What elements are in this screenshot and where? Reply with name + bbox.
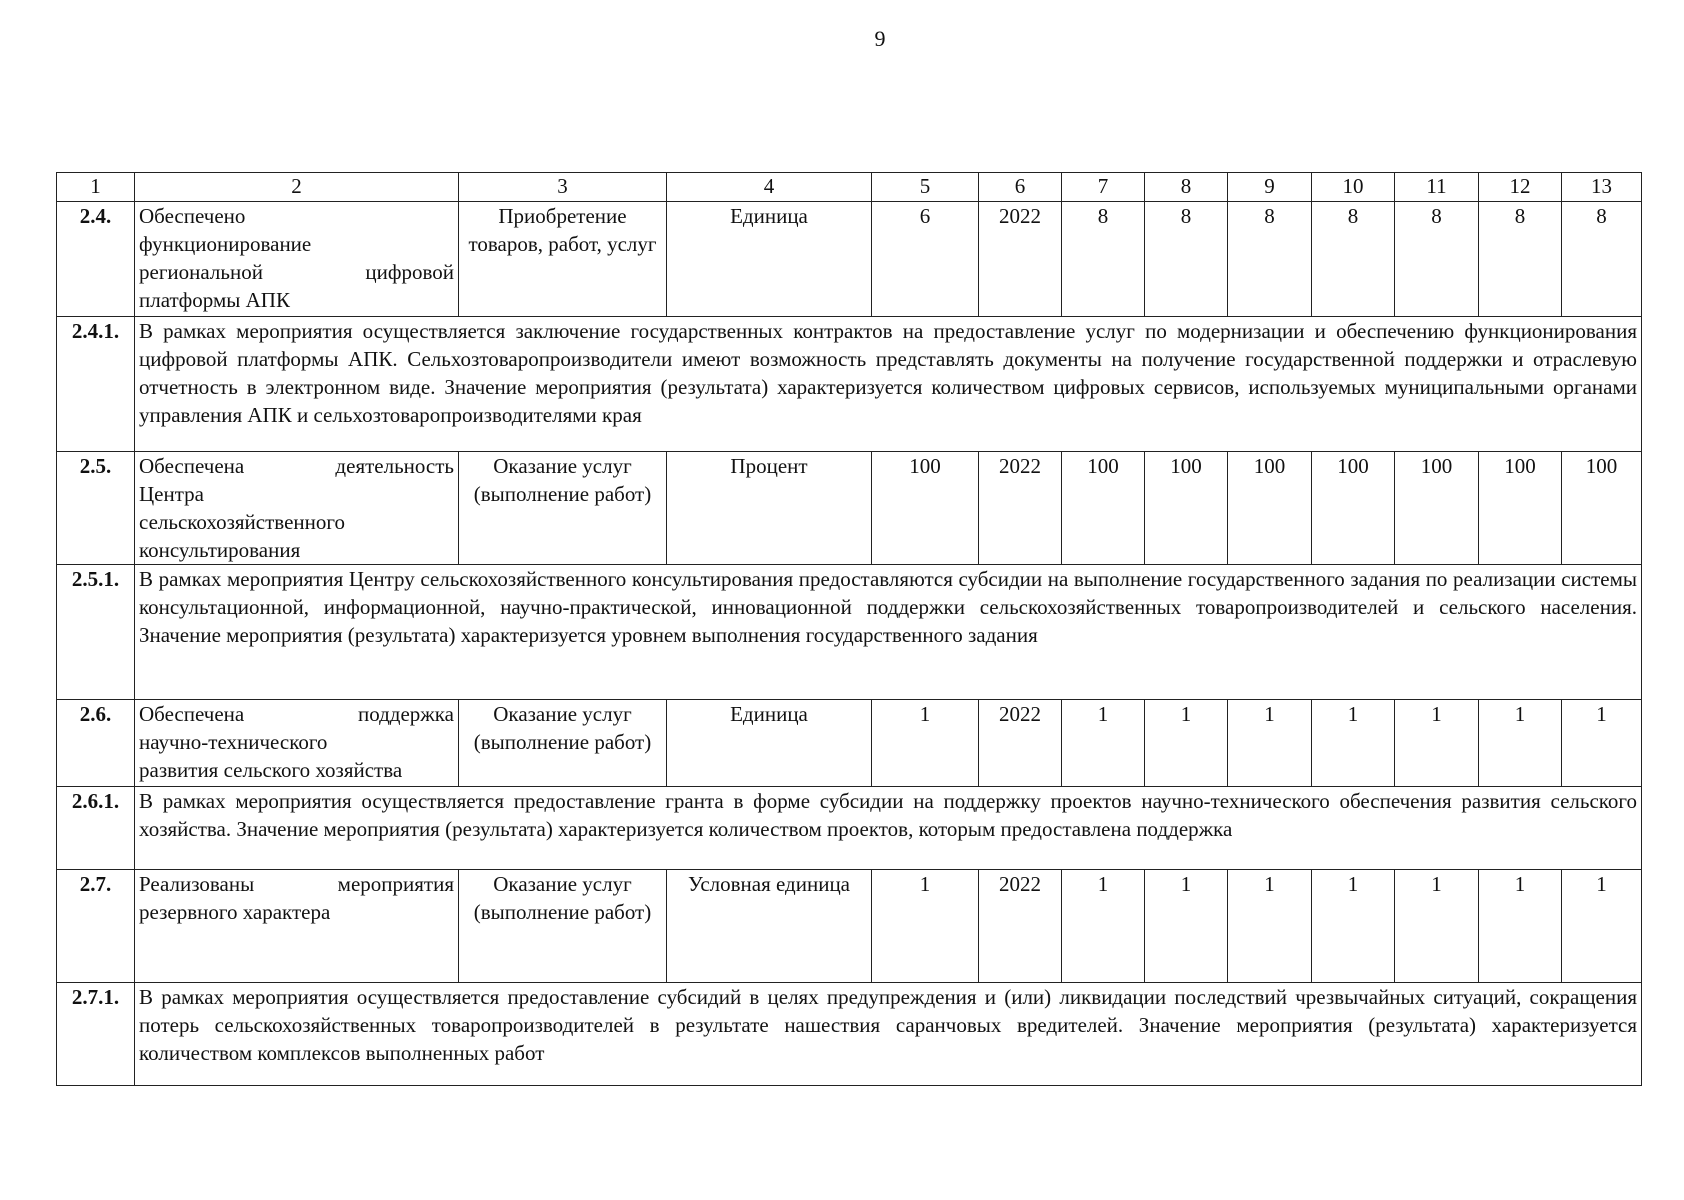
- year-value: 1: [1228, 700, 1312, 787]
- year-value: 100: [1479, 452, 1562, 565]
- result-description: В рамках мероприятия Центру сельскохозяйственного консультирования предоставляются субсидии на выполнение государственного задания по реализации системы консультационной, информационной, научно-практической, инновационной поддержки сельскохозяйственных товаропроизводителей и сельского населения. Значение мероприятия (результата) характеризуется уровнем выполнения государственного задания: [135, 565, 1642, 700]
- year-value: 8: [1145, 202, 1228, 317]
- row-number: 2.5.: [57, 452, 135, 565]
- unit-of-measure: Единица: [667, 700, 872, 787]
- unit-of-measure: Условная единица: [667, 870, 872, 983]
- result-name: [135, 452, 459, 565]
- row-number: 2.4.1.: [57, 317, 135, 452]
- result-name-line: платформы АПК: [139, 288, 290, 312]
- unit-of-measure: Процент: [667, 452, 872, 565]
- header-cell: 4: [667, 173, 872, 202]
- header-cell: 8: [1145, 173, 1228, 202]
- result-name-line: Обеспечено: [139, 204, 246, 228]
- table-row: [57, 870, 1642, 983]
- result-name-line: сельскохозяйственного: [139, 510, 345, 534]
- result-name-line: Обеспечена поддержка: [139, 702, 454, 726]
- table-row: [57, 317, 1642, 452]
- year-value: 8: [1562, 202, 1642, 317]
- base-year: 2022: [979, 700, 1062, 787]
- year-value: 1: [1479, 700, 1562, 787]
- header-cell: 9: [1228, 173, 1312, 202]
- header-cell: 6: [979, 173, 1062, 202]
- base-year: 2022: [979, 870, 1062, 983]
- result-type: Оказание услуг (выполнение работ): [459, 700, 667, 787]
- result-name-line: резервного характера: [139, 900, 331, 924]
- result-name-line: развития сельского хозяйства: [139, 758, 403, 782]
- header-cell: 11: [1395, 173, 1479, 202]
- table-header-row: [57, 173, 1642, 202]
- row-number: 2.4.: [57, 202, 135, 317]
- base-value: 1: [872, 700, 979, 787]
- result-description: В рамках мероприятия осуществляется заключение государственных контрактов на предоставление услуг по модернизации и обеспечению функционирования цифровой платформы АПК. Сельхозтоваропроизводители имеют возможность представлять документы на получение государственной поддержки и отраслевую отчетность в электронном виде. Значение мероприятия (результата) характеризуется количеством цифровых сервисов, используемых муниципальными органами управления АПК и сельхозтоваропроизводителями края: [135, 317, 1642, 452]
- year-value: 100: [1228, 452, 1312, 565]
- year-value: 1: [1228, 870, 1312, 983]
- base-value: 6: [872, 202, 979, 317]
- header-cell: 1: [57, 173, 135, 202]
- table-row: [57, 452, 1642, 565]
- result-name-line: Обеспечена деятельность: [139, 454, 454, 478]
- year-value: 1: [1562, 700, 1642, 787]
- base-value: 1: [872, 870, 979, 983]
- result-type: Приобретение товаров, работ, услуг: [459, 202, 667, 317]
- year-value: 100: [1562, 452, 1642, 565]
- year-value: 1: [1395, 870, 1479, 983]
- year-value: 1: [1062, 700, 1145, 787]
- result-description: В рамках мероприятия осуществляется предоставление субсидий в целях предупреждения и (или) ликвидации последствий чрезвычайных ситуаций, сокращения потерь сельскохозяйственных товаропроизводителей в результате нашествия саранчовых вредителей. Значение мероприятия (результата) характеризуется количеством комплексов выполненных работ: [135, 983, 1642, 1086]
- row-number: 2.5.1.: [57, 565, 135, 700]
- header-cell: 12: [1479, 173, 1562, 202]
- result-name: [135, 202, 459, 317]
- unit-of-measure: Единица: [667, 202, 872, 317]
- result-name: [135, 870, 459, 983]
- year-value: 1: [1479, 870, 1562, 983]
- year-value: 1: [1312, 700, 1395, 787]
- row-number: 2.7.1.: [57, 983, 135, 1086]
- base-year: 2022: [979, 202, 1062, 317]
- result-name-line: Реализованы мероприятия: [139, 872, 454, 896]
- results-table: [56, 172, 1642, 1086]
- year-value: 1: [1145, 700, 1228, 787]
- year-value: 8: [1228, 202, 1312, 317]
- table-row: [57, 983, 1642, 1086]
- row-number: 2.6.: [57, 700, 135, 787]
- table-row: [57, 202, 1642, 317]
- table-row: [57, 787, 1642, 870]
- row-number: 2.7.: [57, 870, 135, 983]
- result-name-line: функционирование: [139, 232, 312, 256]
- header-cell: 2: [135, 173, 459, 202]
- year-value: 8: [1479, 202, 1562, 317]
- year-value: 1: [1562, 870, 1642, 983]
- header-cell: 5: [872, 173, 979, 202]
- result-name-line: научно-технического: [139, 730, 328, 754]
- page-number: 9: [874, 26, 886, 51]
- result-name-line: консультирования: [139, 538, 301, 562]
- header-cell: 3: [459, 173, 667, 202]
- header-cell: 13: [1562, 173, 1642, 202]
- year-value: 1: [1312, 870, 1395, 983]
- year-value: 100: [1395, 452, 1479, 565]
- year-value: 100: [1062, 452, 1145, 565]
- year-value: 8: [1312, 202, 1395, 317]
- result-name: [135, 700, 459, 787]
- table-row: [57, 565, 1642, 700]
- result-description: В рамках мероприятия осуществляется предоставление гранта в форме субсидии на поддержку проектов научно-технического обеспечения развития сельского хозяйства. Значение мероприятия (результата) характеризуется количеством проектов, которым предоставлена поддержка: [135, 787, 1642, 870]
- table-row: [57, 700, 1642, 787]
- result-name-line: региональной цифровой: [139, 260, 454, 284]
- year-value: 1: [1145, 870, 1228, 983]
- result-type: Оказание услуг (выполнение работ): [459, 870, 667, 983]
- year-value: 1: [1395, 700, 1479, 787]
- header-cell: 7: [1062, 173, 1145, 202]
- result-name-line: Центра: [139, 482, 204, 506]
- header-cell: 10: [1312, 173, 1395, 202]
- year-value: 100: [1145, 452, 1228, 565]
- year-value: 100: [1312, 452, 1395, 565]
- year-value: 8: [1062, 202, 1145, 317]
- year-value: 1: [1062, 870, 1145, 983]
- row-number: 2.6.1.: [57, 787, 135, 870]
- base-value: 100: [872, 452, 979, 565]
- year-value: 8: [1395, 202, 1479, 317]
- result-type: Оказание услуг (выполнение работ): [459, 452, 667, 565]
- base-year: 2022: [979, 452, 1062, 565]
